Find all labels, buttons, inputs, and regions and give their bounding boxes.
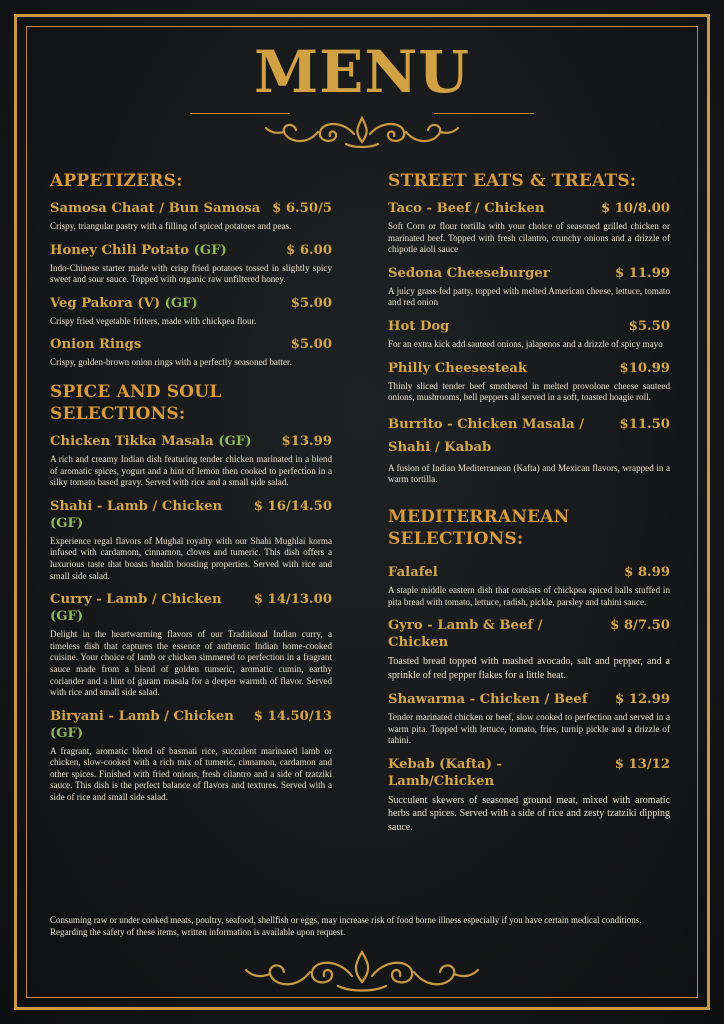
item-price: $13.99	[281, 433, 332, 449]
item-description: A staple middle eastern dish that consists of chickpea spiced balls stuffed in pita bread with tomato, lettuce, radish, pickle, parsley and tahini sauce.	[388, 584, 670, 607]
gf-tag: (GF)	[164, 295, 198, 311]
item-name: Sedona Cheeseburger	[388, 265, 550, 281]
item-price: $ 16/14.50	[253, 498, 332, 514]
menu-item	[388, 200, 670, 256]
item-description: A juicy grass-fed patty, topped with melted American cheese, lettuce, tomato and red onion	[388, 285, 670, 308]
item-description: Soft Corn or flour tortilla with your choice of seasoned grilled chicken or marinated beef. Topped with fresh cilantro, crunchy onions and a drizzle of chipotle aioli sauce	[388, 221, 670, 255]
menu-item	[388, 318, 670, 351]
item-price: $ 14.50/13	[253, 708, 332, 724]
menu-item	[388, 360, 670, 404]
gf-tag: (GF)	[50, 515, 84, 531]
item-price: $ 12.99	[614, 692, 670, 708]
item-price: $ 13/12	[614, 756, 670, 772]
menu-title: MENU	[253, 38, 470, 106]
item-description: Crispy, golden-brown onion rings with a perfectly seasoned batter.	[50, 357, 292, 368]
item-price: $5.50	[628, 318, 670, 334]
top-ornament-icon	[262, 112, 462, 152]
gf-tag: (GF)	[50, 609, 84, 625]
item-description: For an extra kick add sauteed onions, jalapenos and a drizzle of spicy mayo	[388, 338, 663, 349]
menu-item	[388, 756, 670, 835]
item-name: Veg Pakora (V) (GF)	[50, 295, 198, 311]
item-description: A rich and creamy Indian dish featuring tender chicken marinated in a blend of aromatic spices, yogurt and a hint of lemon then cooked to perfection in a silky tomato based gravy. Served with rice and a small side salad.	[50, 453, 332, 488]
menu-item	[50, 708, 332, 804]
item-price: $5.00	[290, 337, 332, 353]
item-description: Succulent skewers of seasoned ground meat, mixed with aromatic herbs and spices. Served with a side of rice and zesty tzatziki dipping sauce.	[388, 794, 670, 833]
item-price: $ 6.50/5	[272, 201, 332, 216]
item-price: $ 10/8.00	[600, 201, 670, 216]
item-name: Shawarma - Chicken / Beef	[388, 692, 588, 708]
gf-tag: (GF)	[218, 433, 252, 449]
menu-item	[388, 691, 670, 747]
item-description: A fusion of Indian Mediterranean (Kafta) and Mexican flavors, wrapped in a warm tortilla.	[388, 462, 670, 485]
item-name: Honey Chili Potato (GF)	[50, 242, 227, 258]
menu-item	[50, 295, 332, 328]
menu-item	[388, 564, 670, 608]
menu-item	[50, 433, 332, 489]
item-price: $ 11.99	[614, 265, 670, 281]
item-description: Crispy, triangular pastry with a filling of spiced potatoes and peas.	[50, 221, 292, 231]
street-eats-heading: STREET EATS & TREATS:	[388, 171, 637, 191]
item-price: $ 6.00	[286, 242, 332, 258]
item-price: $ 8/7.50	[610, 618, 670, 634]
item-description: Experience regal flavors of Mughal royalty with our Shahi Mughlai korma infused with cardamom, cinnamon, cloves and tumeric. This dish offers a luxurious taste that boasts health boosting properties. Served with rice and small side salad.	[50, 535, 332, 581]
item-name: Gyro - Lamb & Beef / Chicken	[388, 618, 543, 651]
gf-tag: (GF)	[50, 725, 84, 741]
menu-item	[388, 617, 670, 682]
item-name: Taco - Beef / Chicken	[388, 201, 545, 216]
menu-item	[388, 265, 670, 309]
right-column	[388, 170, 670, 843]
menu-item	[388, 413, 670, 486]
item-name: Samosa Chaat / Bun Samosa	[50, 201, 261, 216]
item-description: A fragrant, aromatic blend of basmati rice, succulent marinated lamb or chicken, slow-cooked with a rich mix of tumeric, cinnamon, cardamon and other spices. Finished with fried onions, fresh cilantro and a side of tzatziki sauce. This dish is the perfect balance of flavors and textures. Served with a side of rice and small side salad.	[50, 745, 332, 803]
menu-item	[50, 498, 332, 582]
item-price: $ 14/13.00	[253, 592, 332, 608]
menu-item	[50, 242, 332, 286]
food-safety-disclaimer: Consuming raw or under cooked meats, poultry, seafood, shellfish or eggs, may increase risk of food borne illness especially if you have certain medical conditions. Regarding the safety of these items, written information is available upon request.	[50, 915, 642, 937]
item-name: Burrito - Chicken Masala / Shahi / Kabab	[388, 416, 585, 455]
item-name: Chicken Tikka Masala (GF)	[50, 433, 252, 449]
item-description: Toasted bread topped with mashed avocado, salt and pepper, and a sprinkle of red pepper flakes for a little heat.	[388, 656, 670, 681]
item-description: Indo-Chinese starter made with crisp fried potatoes tossed in slightly spicy sweet and sour sauce. Topped with organic raw unfiltered honey.	[50, 262, 332, 285]
item-description: Thinly sliced tender beef smothered in melted provolone cheese sauteed onions, mushrooms, bell peppers all served in a soft, toasted hoagie roll.	[388, 380, 670, 403]
item-name: Philly Cheesesteak	[388, 360, 528, 376]
appetizers-heading: APPETIZERS:	[50, 171, 183, 191]
menu-item	[50, 200, 332, 233]
item-name: Biryani - Lamb / Chicken (GF)	[50, 708, 234, 741]
item-name: Shahi - Lamb / Chicken (GF)	[50, 498, 223, 531]
item-name: Hot Dog	[388, 318, 450, 334]
menu-item	[50, 336, 332, 369]
item-name: Curry - Lamb / Chicken (GF)	[50, 592, 222, 625]
mediterranean-heading: MEDITERRANEAN SELECTIONS:	[388, 506, 570, 549]
item-price: $ 8.99	[624, 564, 670, 580]
item-price: $10.99	[619, 360, 670, 376]
bottom-ornament-icon	[242, 948, 482, 996]
item-description: Tender marinated chicken or beef, slow cooked to perfection and served in a warm pita. Topped with lettuce, tomato, fries, turnip pickle and a drizzle of tahini.	[388, 712, 670, 746]
left-column	[50, 170, 332, 813]
item-name: Kebab (Kafta) - Lamb/Chicken	[388, 756, 502, 789]
item-price: $11.50	[619, 416, 670, 432]
spice-soul-heading: SPICE AND SOUL SELECTIONS:	[50, 381, 222, 424]
item-description: Crispy fried vegetable fritters, made with chickpea flour.	[50, 315, 257, 326]
gf-tag: (GF)	[193, 242, 227, 258]
item-price: $5.00	[290, 295, 332, 311]
item-name: Falafel	[388, 564, 438, 580]
item-name: Onion Rings	[50, 337, 142, 353]
menu-item	[50, 591, 332, 699]
item-description: Delight in the heartwarming flavors of our Traditional Indian curry, a timeless dish that captures the essence of authentic Indian home-cooked cuisine. Your choice of lamb or chicken simmered to perfection in a fragrant sauce made from a blend of golden tumeric, aromatic cumin, earthy coriander and a hint of garam masala for a deeper warmth of flavor. Served with rice and small side salad.	[50, 629, 332, 698]
